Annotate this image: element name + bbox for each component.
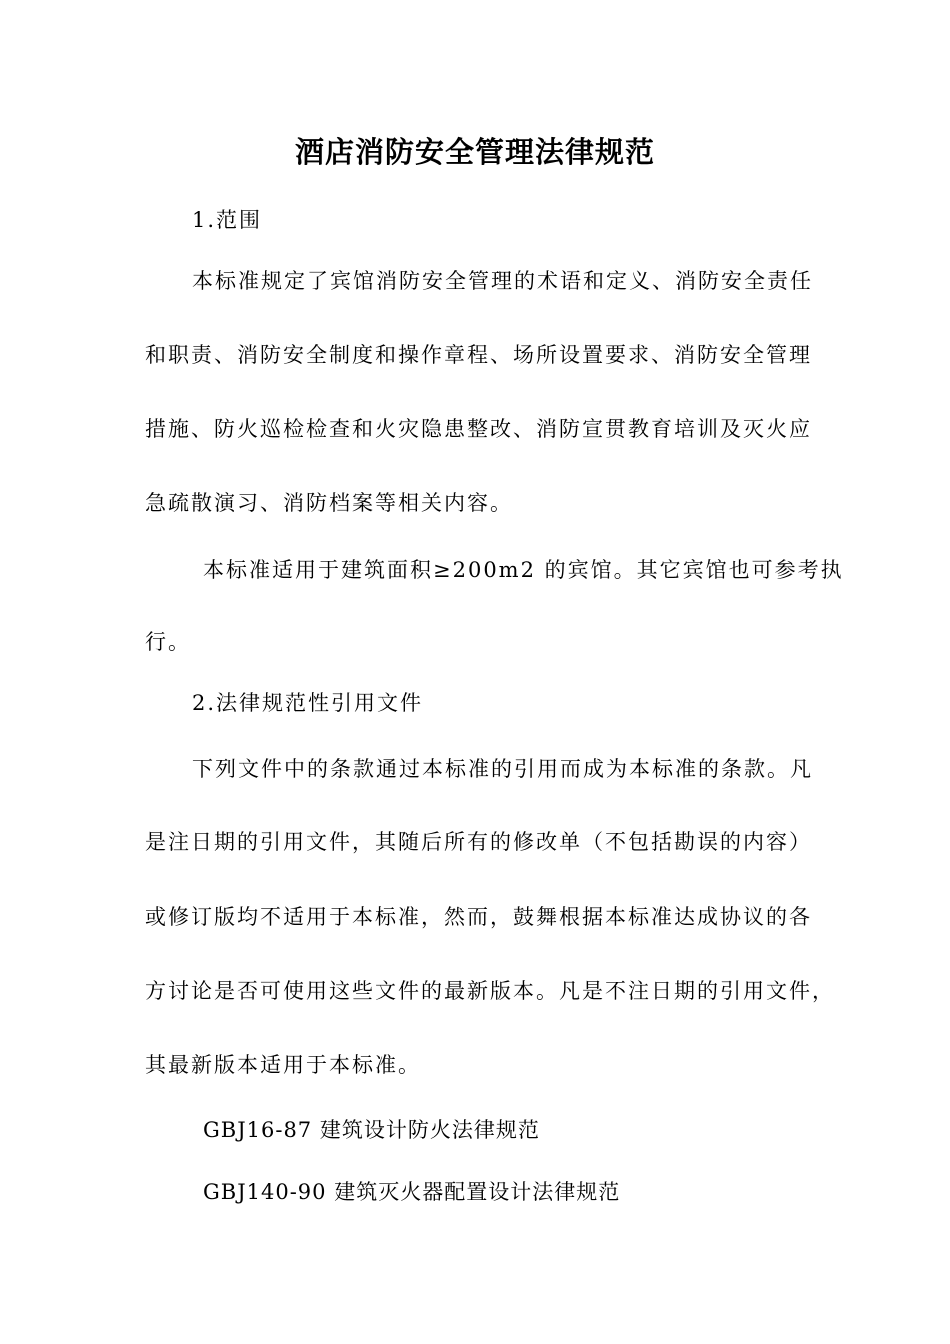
paragraph-line: 其最新版本适用于本标准。 <box>145 1053 421 1077</box>
paragraph-line: 本标准适用于建筑面积≥200m2 的宾馆。其它宾馆也可参考执 <box>203 558 844 582</box>
section-heading-scope: 1.范围 <box>192 208 263 232</box>
paragraph-line: 本标准规定了宾馆消防安全管理的术语和定义、消防安全责任 <box>192 269 813 293</box>
paragraph-line: 方讨论是否可使用这些文件的最新版本。凡是不注日期的引用文件， <box>145 979 835 1003</box>
paragraph-line: 措施、防火巡检检查和火灾隐患整改、消防宣贯教育培训及灭火应 <box>145 417 812 441</box>
paragraph-line: 是注日期的引用文件，其随后所有的修改单（不包括勘误的内容） <box>145 830 812 854</box>
paragraph-line: 或修订版均不适用于本标准，然而，鼓舞根据本标准达成协议的各 <box>145 905 812 929</box>
paragraph-line: 急疏散演习、消防档案等相关内容。 <box>145 491 513 515</box>
section-heading-references: 2.法律规范性引用文件 <box>192 691 424 715</box>
reference-item: GBJ140-90 建筑灭火器配置设计法律规范 <box>203 1180 621 1204</box>
document-title: 酒店消防安全管理法律规范 <box>294 135 655 169</box>
paragraph-line: 和职责、消防安全制度和操作章程、场所设置要求、消防安全管理 <box>145 343 812 367</box>
reference-item: GBJ16-87 建筑设计防火法律规范 <box>203 1118 540 1142</box>
paragraph-line: 行。 <box>145 630 191 654</box>
paragraph-line: 下列文件中的条款通过本标准的引用而成为本标准的条款。凡 <box>192 757 813 781</box>
